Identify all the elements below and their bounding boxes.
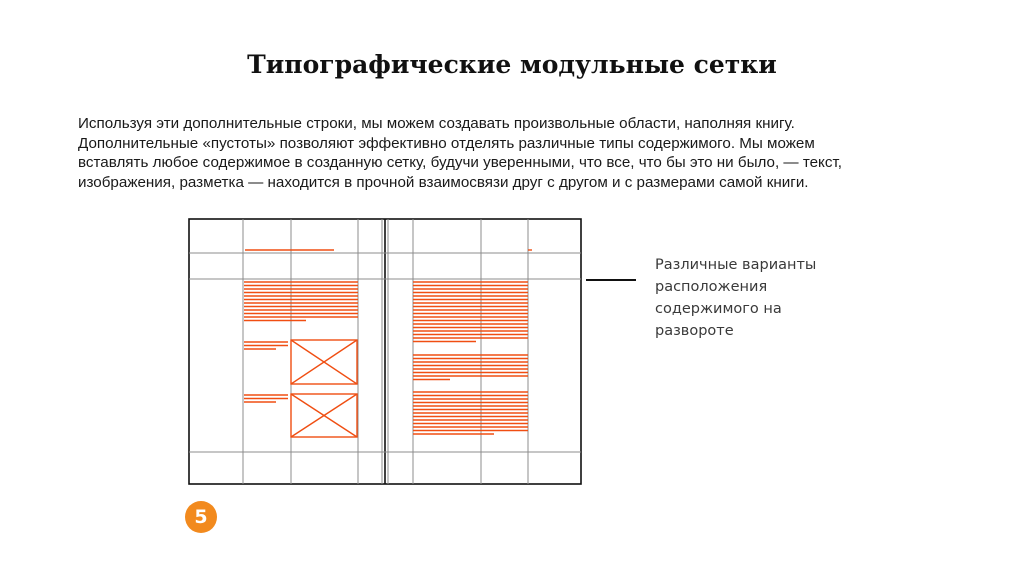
paragraph-line: изображения, разметка — находится в прочной взаимосвязи друг с другом и с размерами самой книги. bbox=[78, 173, 809, 191]
callout-note-line: Различные варианты bbox=[655, 257, 817, 273]
callout-note-line: расположения bbox=[655, 279, 768, 295]
callout-note bbox=[655, 254, 816, 342]
slide-number-badge: 5 bbox=[185, 501, 217, 533]
modular-grid-spread-diagram bbox=[188, 218, 584, 488]
callout-note-line: развороте bbox=[655, 323, 734, 339]
paragraph-line: Дополнительные «пустоты» позволяют эффективно отделять различные типы содержимого. Мы можем bbox=[78, 134, 815, 152]
callout-note-line: содержимого на bbox=[655, 301, 782, 317]
image-placeholder bbox=[291, 340, 357, 384]
paragraph-line: Используя эти дополнительные строки, мы можем создавать произвольные области, наполняя книгу. bbox=[78, 115, 795, 132]
image-placeholder bbox=[291, 394, 357, 437]
callout-connector-line bbox=[586, 279, 636, 281]
body-paragraph bbox=[78, 114, 958, 192]
right-page-text-lines bbox=[413, 282, 528, 434]
slide-title: Типографические модульные сетки bbox=[247, 50, 777, 79]
paragraph-line: вставлять любое содержимое в созданную сетку, будучи уверенными, что все, что бы это ни было, — текст, bbox=[78, 154, 842, 171]
